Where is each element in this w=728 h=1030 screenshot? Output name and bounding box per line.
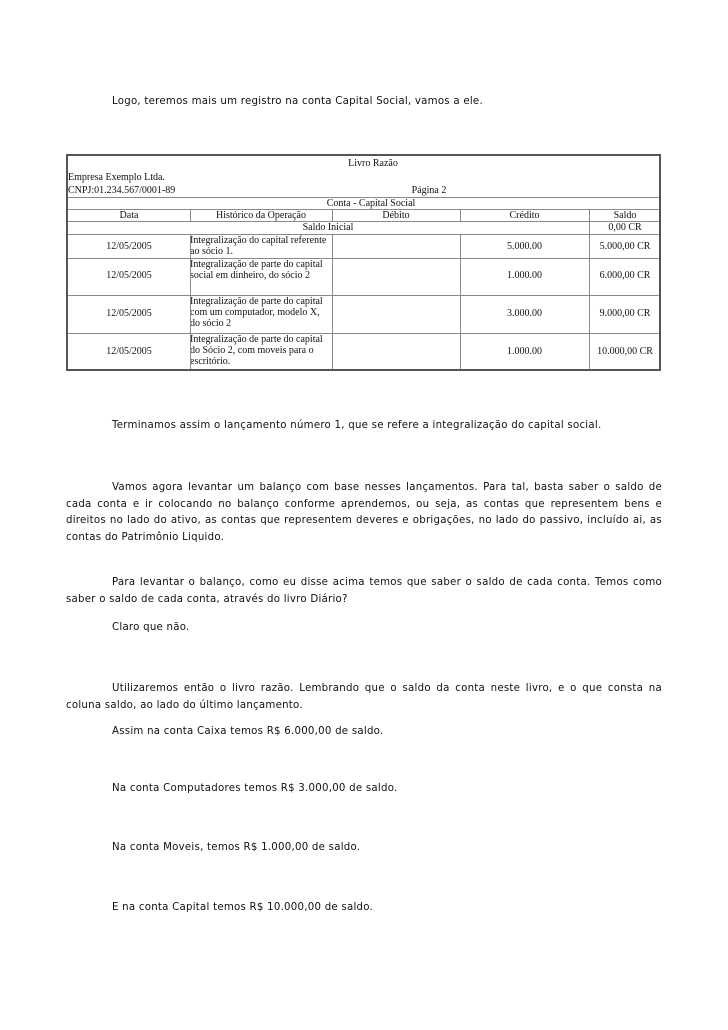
header-credito: Crédito bbox=[509, 210, 540, 221]
saldo-inicial-value: 0,00 CR bbox=[608, 222, 642, 233]
paragraph-lancamento: Terminamos assim o lançamento número 1, que se refere a integralização do capital social. bbox=[112, 420, 602, 431]
row-credit: 1.000.00 bbox=[507, 346, 542, 357]
row-credit: 5.000.00 bbox=[507, 241, 542, 252]
paragraph-computadores: Na conta Computadores temos R$ 3.000,00 de saldo. bbox=[112, 783, 398, 794]
row-date: 12/05/2005 bbox=[106, 308, 152, 319]
header-data: Data bbox=[119, 210, 139, 221]
ledger-table bbox=[66, 154, 661, 371]
row-history: Integralização de parte do capital social em dinheiro, do sócio 2 bbox=[190, 259, 323, 281]
row-date: 12/05/2005 bbox=[106, 241, 152, 252]
paragraph-moveis: Na conta Moveis, temos R$ 1.000,00 de saldo. bbox=[112, 842, 361, 853]
row-balance: 9.000,00 CR bbox=[599, 308, 651, 319]
row-history: Integralização de parte do capital do Sócio 2, com moveis para o escritório. bbox=[190, 334, 323, 367]
row-credit: 3.000.00 bbox=[507, 308, 542, 319]
row-date: 12/05/2005 bbox=[106, 270, 152, 281]
ledger-page-number: Página 2 bbox=[411, 185, 447, 196]
ledger-title: Livro Razão bbox=[348, 158, 398, 169]
header-debito: Débito bbox=[382, 210, 410, 221]
row-history: Integralização de parte do capital com um computador, modelo X, do sócio 2 bbox=[190, 296, 323, 329]
row-date: 12/05/2005 bbox=[106, 346, 152, 357]
row-history: Integralização do capital referente ao sócio 1. bbox=[190, 235, 327, 257]
row-credit: 1.000.00 bbox=[507, 270, 542, 281]
paragraph-caixa: Assim na conta Caixa temos R$ 6.000,00 de saldo. bbox=[112, 726, 384, 737]
intro-paragraph: Logo, teremos mais um registro na conta Capital Social, vamos a ele. bbox=[112, 96, 483, 107]
paragraph-capital: E na conta Capital temos R$ 10.000,00 de saldo. bbox=[112, 902, 374, 913]
paragraph-claro: Claro que não. bbox=[112, 622, 190, 633]
row-balance: 10.000,00 CR bbox=[597, 346, 653, 357]
paragraph-balanco: Vamos agora levantar um balanço com base nesses lançamentos. Para tal, basta saber o saldo de cada conta e ir colocando no balanço conforme aprendemos, ou seja, as contas que representem bens e direitos no lado do ativo, as contas que representem deveres e obrigações, no lado do passivo, incluído ai, as contas do Patrimônio Liquido. bbox=[66, 482, 662, 543]
header-saldo: Saldo bbox=[613, 210, 637, 221]
company-cnpj: CNPJ:01.234.567/0001-89 bbox=[68, 185, 176, 196]
header-historico: Histórico da Operação bbox=[216, 210, 306, 221]
account-name: Conta - Capital Social bbox=[326, 198, 416, 209]
saldo-inicial-label: Saldo Inicial bbox=[302, 222, 354, 233]
company-name: Empresa Exemplo Ltda. bbox=[68, 172, 165, 183]
row-balance: 5.000,00 CR bbox=[599, 241, 651, 252]
paragraph-levantar: Para levantar o balanço, como eu disse acima temos que saber o saldo de cada conta. Temos como saber o saldo de cada conta, através do livro Diário? bbox=[66, 577, 662, 605]
paragraph-razao: Utilizaremos então o livro razão. Lembrando que o saldo da conta neste livro, e o que consta na coluna saldo, ao lado do último lançamento. bbox=[66, 683, 662, 711]
row-balance: 6.000,00 CR bbox=[599, 270, 651, 281]
